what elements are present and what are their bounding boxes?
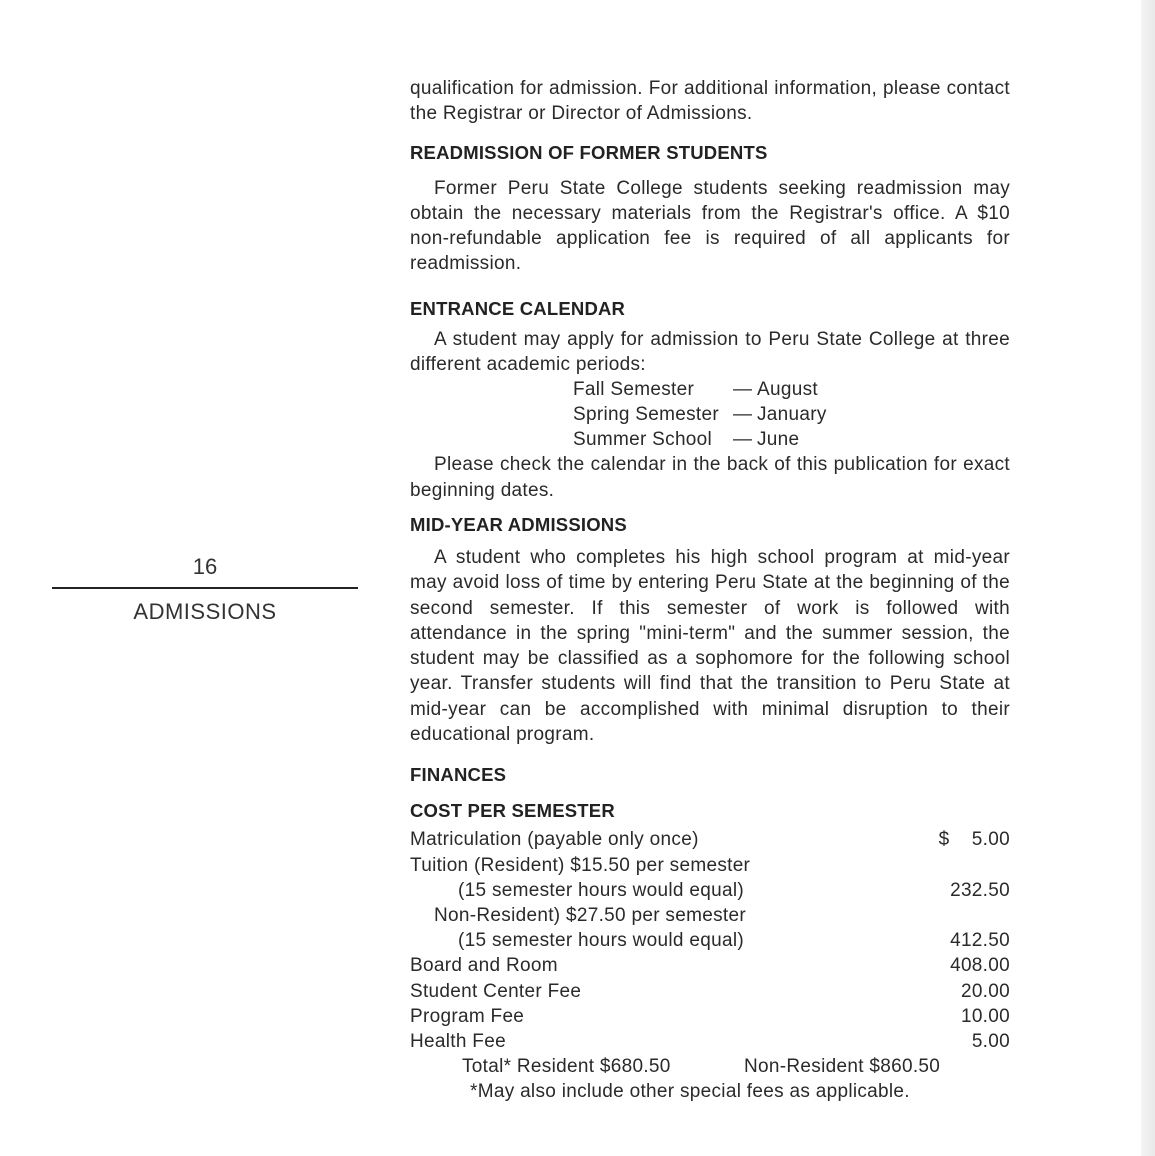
cost-row	[410, 979, 1010, 1004]
sidebar-divider	[52, 587, 358, 589]
entrance-paragraph: A student may apply for admission to Peru State College at three different academic periods:	[410, 328, 1010, 376]
entrance-period-list	[410, 377, 1010, 452]
cost-label: Matriculation (payable only once)	[410, 829, 699, 851]
cost-table	[410, 827, 1010, 1054]
cost-amount: 20.00	[960, 980, 1010, 1002]
intro-paragraph: qualification for admission. For additional information, please contact the Registrar or Director of Admissions.	[410, 78, 1010, 125]
page-number: 16	[192, 554, 218, 579]
period-term: Spring Semester	[573, 404, 720, 426]
cost-amount: 408.00	[950, 955, 1010, 977]
cost-amount: 232.50	[950, 879, 1010, 901]
midyear-heading: MID-YEAR ADMISSIONS	[410, 513, 627, 535]
entrance-period	[573, 402, 1010, 427]
cost-row	[410, 853, 1010, 878]
entrance-heading: ENTRANCE CALENDAR	[410, 297, 626, 319]
period-month: August	[757, 379, 818, 401]
cost-row	[410, 953, 1010, 978]
entrance-period	[573, 377, 1010, 402]
total-resident: Total* Resident $680.50	[462, 1056, 671, 1078]
finances-heading: FINANCES	[410, 764, 507, 786]
readmission-paragraph: Former Peru State College students seeking readmission may obtain the necessary materials from the Registrar's office. A $10 non-refundable application fee is required of all applicants for readmission.	[410, 177, 1010, 275]
period-term: Fall Semester	[573, 379, 695, 401]
page-edge-shadow	[1141, 0, 1155, 1156]
section-name: ADMISSIONS	[133, 599, 277, 624]
main-text-column	[410, 76, 1010, 1104]
total-nonresident: Non-Resident $860.50	[744, 1056, 941, 1078]
cost-amount: 5.00	[971, 1030, 1010, 1052]
cost-row	[410, 878, 1010, 903]
period-month: January	[757, 404, 827, 426]
cost-row	[410, 1004, 1010, 1029]
cost-amount: 412.50	[950, 930, 1010, 952]
period-term: Summer School	[573, 429, 713, 451]
cost-per-semester-heading: COST PER SEMESTER	[410, 800, 615, 822]
readmission-heading: READMISSION OF FORMER STUDENTS	[410, 141, 768, 163]
cost-label: Health Fee	[410, 1030, 506, 1052]
cost-label: Tuition (Resident) $15.50 per semester	[410, 854, 751, 876]
cost-row	[410, 827, 1010, 852]
cost-amount: 10.00	[960, 1005, 1010, 1027]
cost-label: Non-Resident) $27.50 per semester	[434, 904, 746, 926]
cost-totals	[462, 1054, 1010, 1079]
cost-footnote: *May also include other special fees as applicable.	[470, 1081, 910, 1103]
sidebar-marker	[52, 553, 358, 625]
period-month: June	[757, 429, 800, 451]
cost-row	[410, 1029, 1010, 1054]
period-dash: —	[733, 404, 753, 426]
entrance-period	[573, 427, 1010, 452]
cost-amount: $ 5.00	[938, 829, 1010, 851]
cost-label: (15 semester hours would equal)	[458, 879, 744, 901]
period-dash: —	[733, 429, 753, 451]
cost-label: Student Center Fee	[410, 980, 582, 1002]
period-dash: —	[733, 379, 753, 401]
cost-label: Board and Room	[410, 955, 558, 977]
cost-row	[410, 903, 1010, 928]
cost-label: Program Fee	[410, 1005, 525, 1027]
cost-label: (15 semester hours would equal)	[458, 930, 744, 952]
midyear-paragraph: A student who completes his high school program at mid-year may avoid loss of time by entering Peru State at the beginning of the second semester. If this semester of work is followed with attendance in the spring "mini-term" and the summer session, the student may be classified as a sophomore for the following school year. Transfer students will find that the transition to Peru State at mid-year can be accomplished with minimal disruption to their educational program.	[410, 546, 1010, 746]
cost-row	[410, 928, 1010, 953]
entrance-note: Please check the calendar in the back of this publication for exact beginning dates.	[410, 454, 1010, 501]
